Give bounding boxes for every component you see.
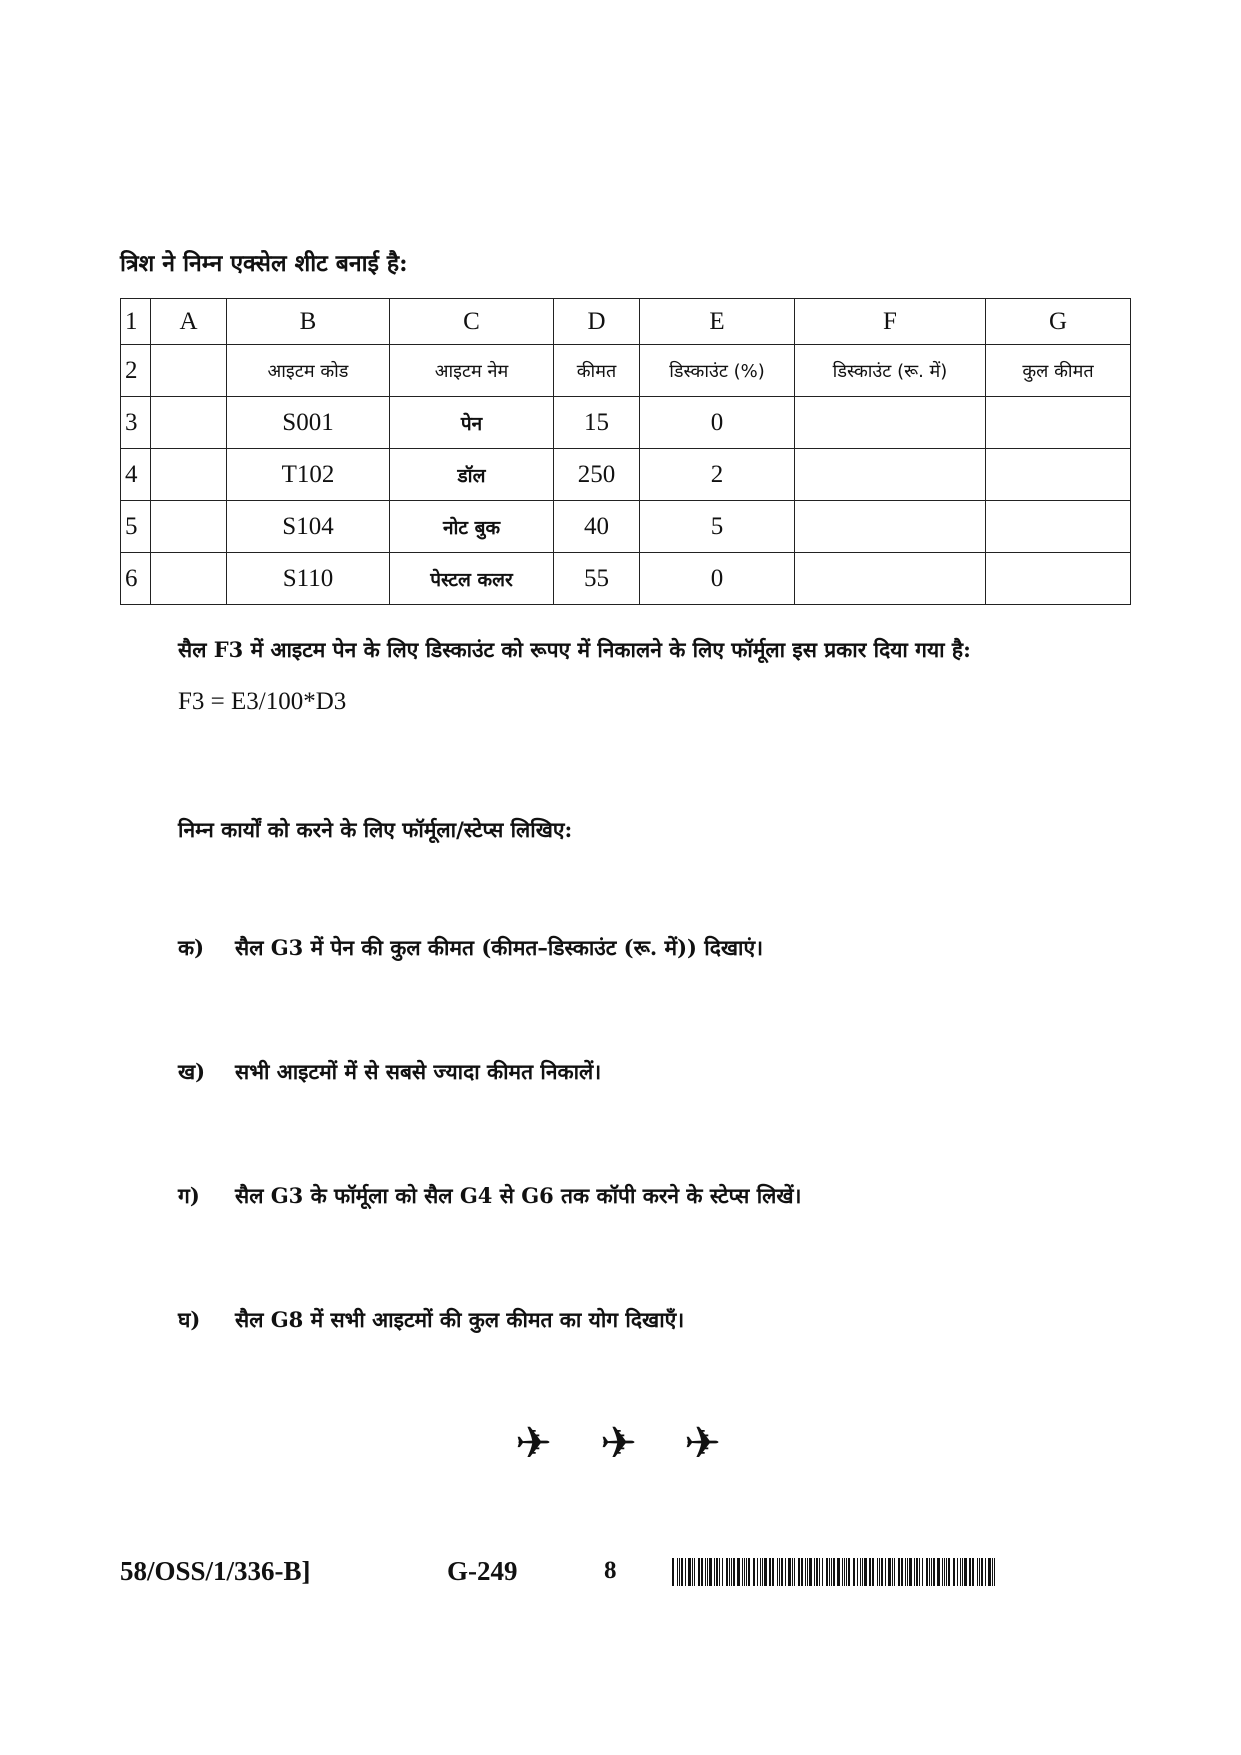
question-item [178, 1058, 601, 1086]
barcode-bar [844, 1558, 845, 1586]
sheet-cell: T102 [227, 449, 390, 501]
barcode-bar [907, 1558, 908, 1586]
instruction-text: निम्न कार्यों को करने के लिए फॉर्मूला/स्टेप्स लिखिए: [178, 817, 573, 842]
barcode-bar [798, 1558, 800, 1586]
barcode-bar [937, 1558, 940, 1586]
table-row [121, 449, 1131, 501]
barcode-bar [698, 1558, 700, 1586]
question-text: सैल G3 के फॉर्मूला को सैल G4 से G6 तक कॉपी करने के स्टेप्स लिखें। [235, 1183, 802, 1208]
sheet-cell: E [640, 299, 795, 345]
question-label: घ) [178, 1307, 201, 1332]
sheet-cell [795, 501, 986, 553]
barcode-bar [822, 1558, 823, 1586]
airplane-icon: ✈ [600, 1418, 637, 1469]
sheet-cell: 1 [121, 299, 151, 345]
excel-sheet-table [120, 298, 1131, 605]
barcode-bar [909, 1558, 912, 1586]
barcode-bar [779, 1558, 780, 1586]
sheet-cell [795, 397, 986, 449]
sheet-cell [986, 553, 1131, 605]
barcode-bar [801, 1558, 803, 1586]
sheet-cell: 0 [640, 553, 795, 605]
barcode-bar [905, 1558, 906, 1586]
barcode-bar [764, 1558, 767, 1586]
barcode-bar [714, 1558, 715, 1586]
barcode-bar [719, 1558, 720, 1586]
barcode-bar [864, 1558, 867, 1586]
sheet-cell: 4 [121, 449, 151, 501]
sheet-cell: 6 [121, 553, 151, 605]
sheet-cell [151, 345, 227, 397]
sheet-cell [986, 449, 1131, 501]
sheet-cell: कुल कीमत [986, 345, 1131, 397]
barcode-bar [672, 1558, 674, 1586]
barcode-bar [846, 1558, 847, 1586]
series-code: G-249 [447, 1556, 518, 1586]
sheet-cell [795, 449, 986, 501]
barcode-bar [829, 1558, 830, 1586]
barcode-bar [692, 1558, 693, 1586]
sheet-cell [795, 553, 986, 605]
sheet-cell: A [151, 299, 227, 345]
page-number: 8 [604, 1557, 617, 1584]
sheet-cell: 2 [121, 345, 151, 397]
barcode-bar [737, 1558, 740, 1586]
barcode-bar [848, 1558, 850, 1586]
sheet-cell [986, 501, 1131, 553]
barcode-bar [837, 1558, 840, 1586]
sheet-cell: 3 [121, 397, 151, 449]
sheet-cell: S104 [227, 501, 390, 553]
sheet-cell: S110 [227, 553, 390, 605]
table-row [121, 397, 1131, 449]
barcode-bar [960, 1558, 961, 1586]
question-text: सैल G8 में सभी आइटमों की कुल कीमत का योग दिखाएँ। [235, 1307, 685, 1332]
barcode-bar [862, 1558, 863, 1586]
sheet-cell: आइटम नेम [390, 345, 554, 397]
barcode-bar [953, 1558, 955, 1586]
barcode-bar [979, 1558, 980, 1586]
question-item [178, 1182, 802, 1210]
barcode-bar [929, 1558, 930, 1586]
barcode-bar [781, 1558, 783, 1586]
airplane-icon: ✈ [684, 1418, 721, 1469]
barcode-bar [681, 1558, 683, 1586]
barcode-bar [826, 1558, 828, 1586]
barcode-bar [694, 1558, 695, 1586]
sheet-cell: डिस्काउंट (%) [640, 345, 795, 397]
barcode-bar [981, 1558, 983, 1586]
barcode-bar [901, 1558, 903, 1586]
barcode-bar [877, 1558, 878, 1586]
sheet-cell: 2 [640, 449, 795, 501]
barcode-bar [785, 1558, 786, 1586]
barcode-bar [919, 1558, 920, 1586]
barcode-bar [833, 1558, 835, 1586]
formula-text: F3 = E3/100*D3 [178, 688, 347, 715]
barcode-bar [814, 1558, 815, 1586]
barcode-bar [988, 1558, 991, 1586]
barcode-bar [946, 1558, 947, 1586]
sheet-cell: B [227, 299, 390, 345]
barcode-bar [885, 1558, 886, 1586]
barcode-bar [805, 1558, 806, 1586]
barcode-bar [809, 1558, 812, 1586]
column-header-row [121, 299, 1131, 345]
barcode-bar [944, 1558, 945, 1586]
question-label: ख) [178, 1059, 206, 1084]
barcode-bar [788, 1558, 791, 1586]
barcode-bar [731, 1558, 732, 1586]
barcode-bar [701, 1558, 703, 1586]
barcode-bar [742, 1558, 743, 1586]
paper-code: 58/OSS/1/336-B] [120, 1556, 311, 1586]
sheet-cell: 250 [554, 449, 640, 501]
barcode-bar [748, 1558, 750, 1586]
barcode [672, 1558, 998, 1586]
barcode-bar [831, 1558, 832, 1586]
barcode-bar [962, 1558, 963, 1586]
barcode-bar [819, 1558, 820, 1586]
barcode-bar [722, 1558, 723, 1586]
sheet-cell: C [390, 299, 554, 345]
barcode-bar [746, 1558, 747, 1586]
barcode-bar [757, 1558, 758, 1586]
table-row [121, 553, 1131, 605]
barcode-bar [879, 1558, 880, 1586]
barcode-bar [969, 1558, 971, 1586]
barcode-bar [679, 1558, 680, 1586]
barcode-bar [914, 1558, 915, 1586]
sheet-cell: 5 [121, 501, 151, 553]
barcode-bar [964, 1558, 967, 1586]
sheet-cell: नोट बुक [390, 501, 554, 553]
barcode-bar [933, 1558, 935, 1586]
barcode-bar [760, 1558, 761, 1586]
barcode-bar [777, 1558, 778, 1586]
barcode-bar [942, 1558, 943, 1586]
sheet-cell [151, 449, 227, 501]
question-label: क) [178, 935, 205, 960]
barcode-bar [842, 1558, 843, 1586]
barcode-bar [985, 1558, 986, 1586]
barcode-bar [992, 1558, 993, 1586]
sheet-cell: 55 [554, 553, 640, 605]
barcode-bar [869, 1558, 871, 1586]
table-row [121, 501, 1131, 553]
barcode-bar [860, 1558, 861, 1586]
question-item [178, 1306, 684, 1334]
barcode-bar [733, 1558, 735, 1586]
sheet-cell: आइटम कोड [227, 345, 390, 397]
sheet-cell: पेस्टल कलर [390, 553, 554, 605]
formula-note: सैल F3 में आइटम पेन के लिए डिस्काउंट को रूपए में निकालने के लिए फॉर्मूला इस प्रकार दिया गया है: [178, 637, 971, 662]
sheet-cell: डॉल [390, 449, 554, 501]
barcode-bar [729, 1558, 730, 1586]
barcode-bar [898, 1558, 900, 1586]
barcode-bar [762, 1558, 763, 1586]
sheet-cell [151, 553, 227, 605]
sheet-cell: D [554, 299, 640, 345]
barcode-bar [677, 1558, 678, 1586]
airplane-icon: ✈ [515, 1418, 552, 1469]
barcode-bar [753, 1558, 755, 1586]
barcode-bar [853, 1558, 855, 1586]
sheet-cell [151, 501, 227, 553]
sheet-cell: 15 [554, 397, 640, 449]
barcode-bar [888, 1558, 891, 1586]
barcode-bar [972, 1558, 974, 1586]
sheet-cell: कीमत [554, 345, 640, 397]
sheet-cell: F [795, 299, 986, 345]
sheet-cell [986, 397, 1131, 449]
barcode-bar [892, 1558, 893, 1586]
barcode-bar [994, 1558, 995, 1586]
barcode-bar [977, 1558, 978, 1586]
barcode-bar [872, 1558, 874, 1586]
barcode-bar [744, 1558, 745, 1586]
barcode-bar [685, 1558, 686, 1586]
barcode-bar [926, 1558, 928, 1586]
sheet-cell: 5 [640, 501, 795, 553]
question-label: ग) [178, 1183, 200, 1208]
barcode-bar [769, 1558, 771, 1586]
question-text: सैल G3 में पेन की कुल कीमत (कीमत–डिस्काउंट (रू. में)) दिखाएं। [235, 935, 764, 960]
barcode-bar [894, 1558, 895, 1586]
barcode-bar [857, 1558, 858, 1586]
barcode-bar [948, 1558, 950, 1586]
barcode-bar [716, 1558, 718, 1586]
sheet-cell: 0 [640, 397, 795, 449]
intro-text: त्रिश ने निम्न एक्सेल शीट बनाई है: [120, 250, 408, 277]
sheet-cell: G [986, 299, 1131, 345]
barcode-bar [705, 1558, 706, 1586]
barcode-bar [922, 1558, 923, 1586]
barcode-bar [792, 1558, 793, 1586]
barcode-bar [916, 1558, 918, 1586]
sheet-cell: डिस्काउंट (रू. में) [795, 345, 986, 397]
barcode-bar [707, 1558, 708, 1586]
barcode-bar [931, 1558, 932, 1586]
barcode-bar [807, 1558, 808, 1586]
barcode-bar [709, 1558, 712, 1586]
barcode-bar [816, 1558, 818, 1586]
sheet-cell [151, 397, 227, 449]
question-text: सभी आइटमों में से सबसे ज्यादा कीमत निकालें। [235, 1059, 602, 1084]
question-item [178, 934, 763, 962]
field-header-row [121, 345, 1131, 397]
barcode-bar [688, 1558, 691, 1586]
barcode-bar [726, 1558, 728, 1586]
barcode-bar [794, 1558, 795, 1586]
barcode-bar [772, 1558, 774, 1586]
sheet-cell: 40 [554, 501, 640, 553]
barcode-bar [957, 1558, 958, 1586]
barcode-bar [881, 1558, 883, 1586]
sheet-cell: S001 [227, 397, 390, 449]
sheet-cell: पेन [390, 397, 554, 449]
